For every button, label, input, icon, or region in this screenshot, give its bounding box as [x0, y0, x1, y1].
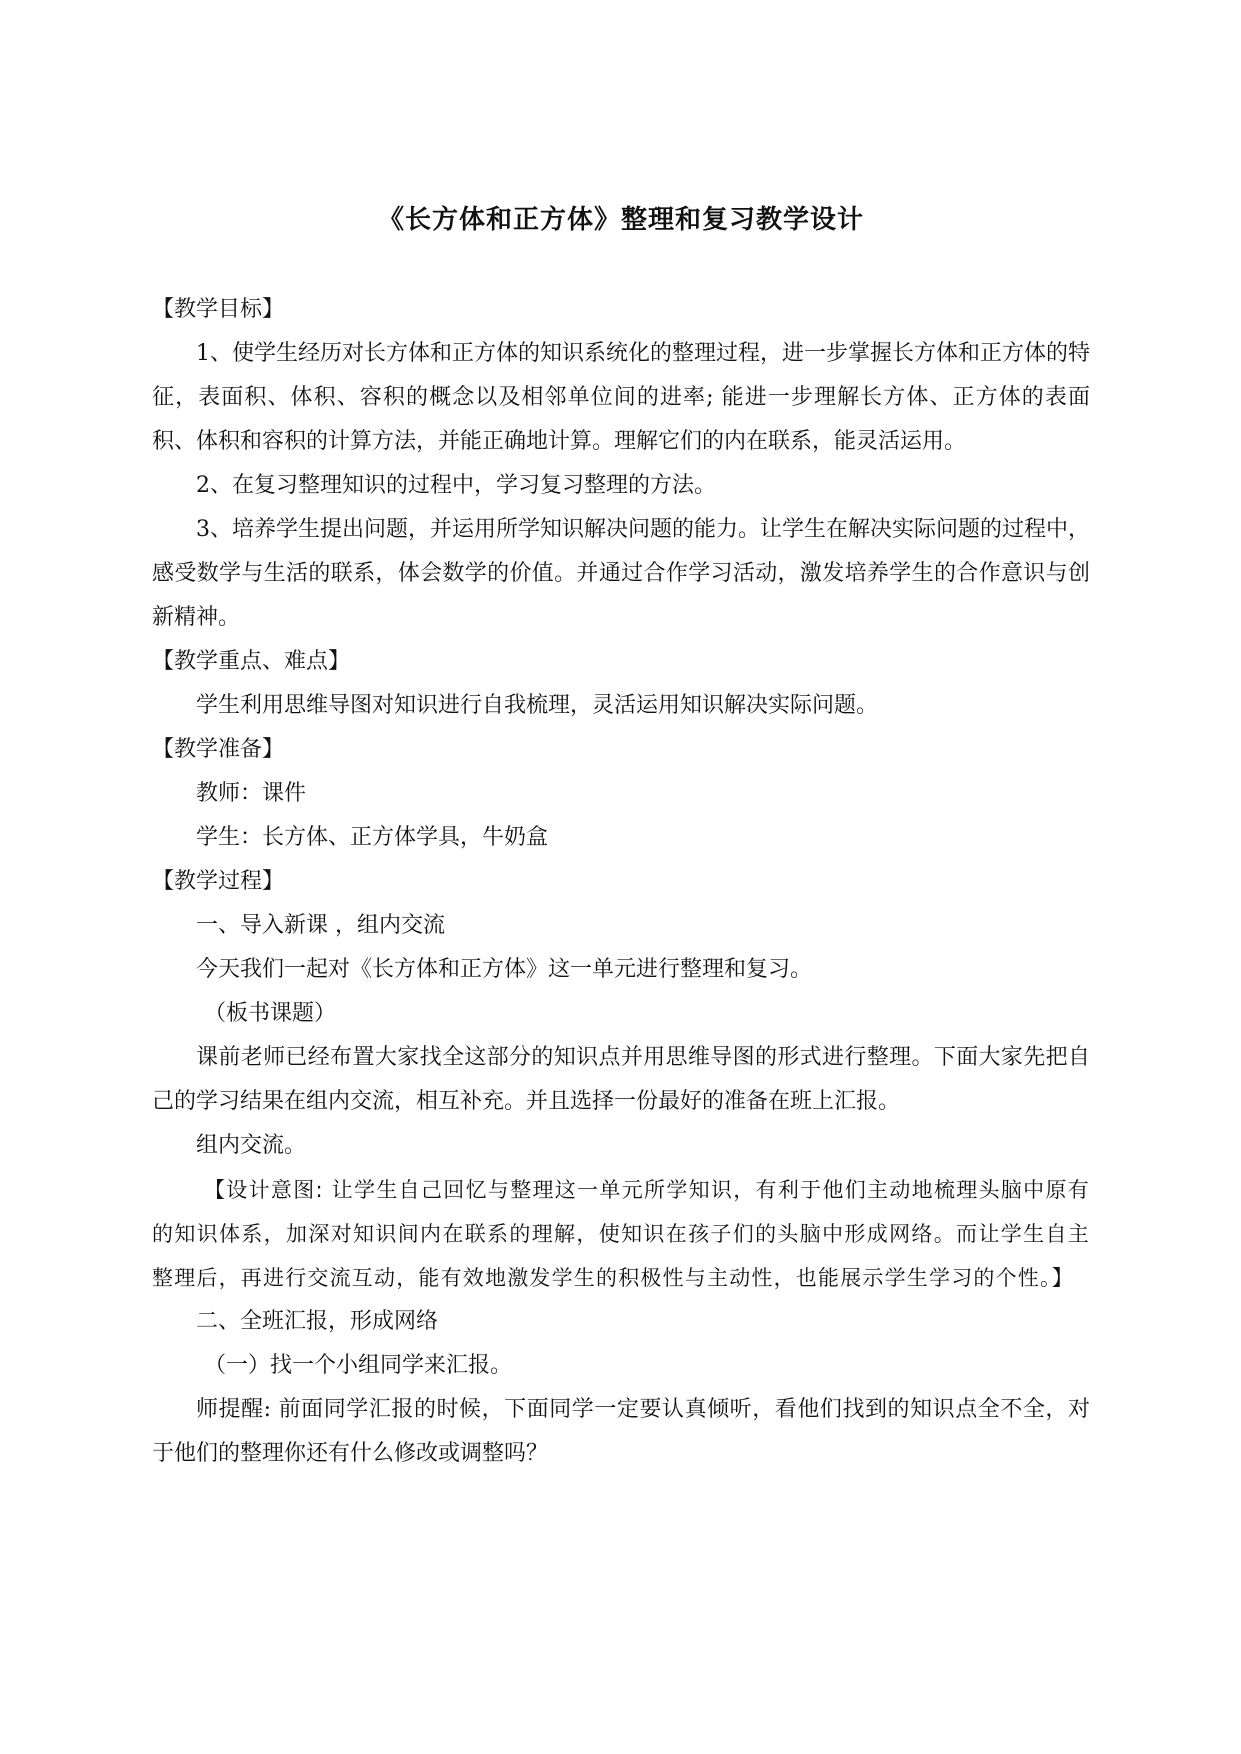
preparation-heading: 【教学准备】	[152, 737, 285, 762]
goal-item-2: 2、在复习整理知识的过程中，学习复习整理的方法。	[196, 473, 716, 498]
process-heading: 【教学过程】	[152, 869, 285, 894]
key-points-heading: 【教学重点、难点】	[152, 649, 351, 674]
goals-heading: 【教学目标】	[152, 297, 285, 322]
design-intent: 【设计意图: 让学生自己回忆与整理这一单元所学知识，有利于他们主动地梳理头脑中原有的知识体系，加深对知识间内在联系的理解，使知识在孩子们的头脑中形成网络。而让学生自主整理后，再进行交流互动，能有效地激发学生的积极性与主动性，也能展示学生学习的个性。】	[152, 1178, 1090, 1290]
goal-item-3: 3、培养学生提出问题，并运用所学知识解决问题的能力。让学生在解决实际问题的过程中，感受数学与生活的联系，体会数学的价值。并通过合作学习活动，激发培养学生的合作意识与创新精神。	[152, 517, 1091, 630]
step2-text: 师提醒: 前面同学汇报的时候，下面同学一定要认真倾听，看他们找到的知识点全不全，对于他们的整理你还有什么修改或调整吗？	[152, 1397, 1090, 1466]
key-points-text: 学生利用思维导图对知识进行自我梳理，灵活运用知识解决实际问题。	[196, 693, 879, 718]
step1-title: 一、导入新课 ，组内交流	[196, 913, 445, 938]
step2-title: 二、全班汇报，形成网络	[196, 1309, 439, 1334]
step2-sub: （一）找一个小组同学来汇报。	[204, 1353, 513, 1378]
step1-text: 今天我们一起对《长方体和正方体》这一单元进行整理和复习。	[196, 957, 813, 982]
page-title: 《长方体和正方体》整理和复习教学设计	[377, 205, 864, 235]
document-body	[152, 288, 1090, 1476]
step1-text2: 课前老师已经布置大家找全这部分的知识点并用思维导图的形式进行整理。下面大家先把自己的学习结果在组内交流，相互补充。并且选择一份最好的准备在班上汇报。	[152, 1045, 1090, 1114]
step1-text3: 组内交流。	[196, 1133, 307, 1158]
preparation-teacher: 教师：课件	[196, 781, 307, 806]
preparation-student: 学生：长方体、正方体学具，牛奶盒	[196, 825, 549, 850]
step1-note: （板书课题）	[204, 1001, 337, 1026]
goal-item-1: 1、使学生经历对长方体和正方体的知识系统化的整理过程，进一步掌握长方体和正方体的特征，表面积、体积、容积的概念以及相邻单位间的进率; 能进一步理解长方体、正方体的表面积、体积和容积的计算方法，并能正确地计算。理解它们的内在联系，能灵活运用。	[152, 341, 1091, 454]
